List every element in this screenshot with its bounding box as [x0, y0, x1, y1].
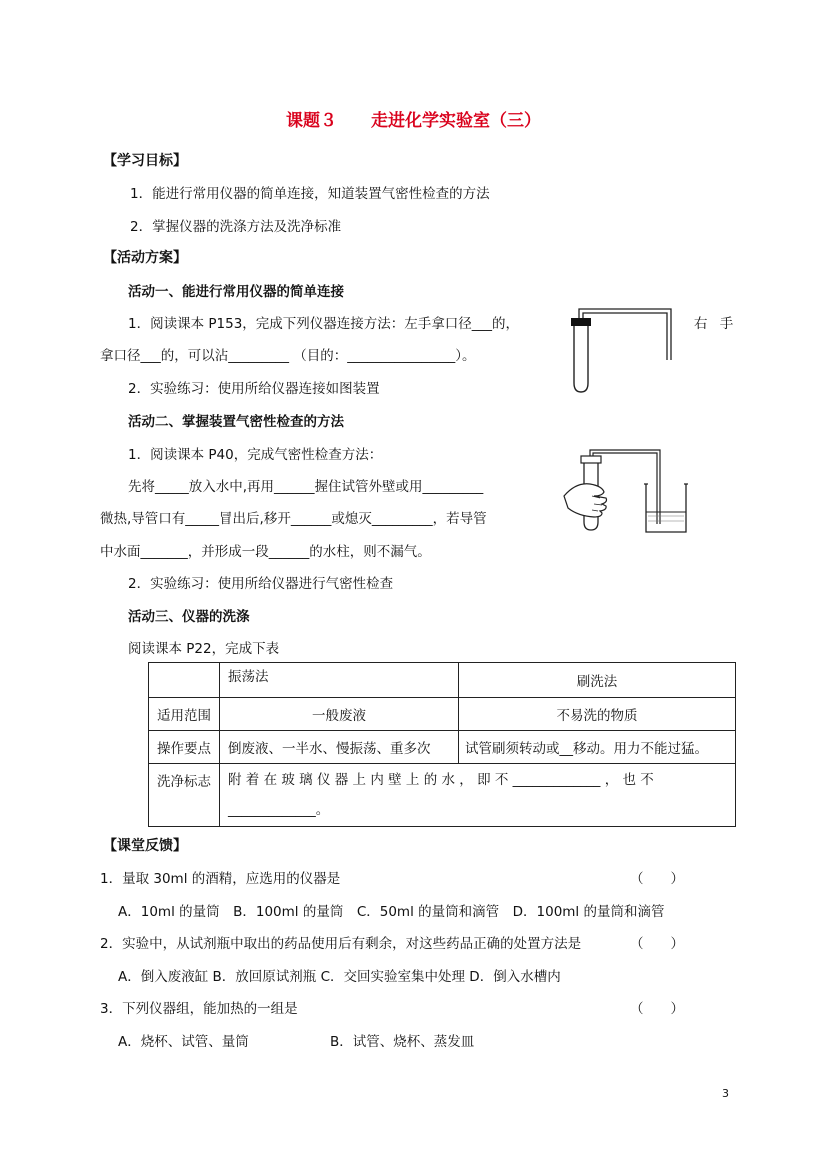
table-row	[149, 731, 736, 764]
activity2-line3: 微热,导管口有_____冒出后,移开______或熄灭_________，若导管	[100, 511, 487, 527]
title-lesson-number: 课题３	[286, 111, 337, 131]
table-row	[149, 698, 736, 731]
question-2-options: A．倒入废液缸 B．放回原试剂瓶 C．交回实验室集中处理 D．倒入水槽内	[118, 969, 561, 985]
test-tube-connection-diagram	[558, 300, 684, 400]
question-2: 2．实验中，从试剂瓶中取出的药品使用后有剩余，对这些药品正确的处置方法是	[100, 936, 582, 952]
question-3-answer-paren: （ ）	[630, 1001, 684, 1017]
title-lesson-name: 走进化学实验室（三）	[371, 111, 541, 131]
goal-item-1: 1．能进行常用仪器的简单连接，知道装置气密性检查的方法	[130, 186, 490, 202]
table-row	[149, 764, 736, 827]
activity1-line1: 1．阅读课本 P153，完成下列仪器连接方法：左手拿口径___的，	[128, 316, 520, 332]
table-cell: 试管刷须转动或__移动。用力不能过猛。	[459, 731, 736, 764]
table-cell: 倒废液、一半水、慢振荡、重多次	[220, 731, 459, 764]
question-3-option-b: B．试管、烧杯、蒸发皿	[330, 1034, 475, 1050]
feedback-heading: 【课堂反馈】	[103, 838, 187, 854]
activity1-line3: 2．实验练习：使用所给仪器连接如图装置	[128, 381, 380, 397]
goals-heading: 【学习目标】	[103, 153, 187, 169]
activity1-line2: 拿口径___的，可以沾_________ （目的：________________）。	[100, 348, 476, 364]
question-2-answer-paren: （ ）	[630, 936, 684, 952]
table-cell: 不易洗的物质	[459, 698, 736, 731]
table-row-label: 操作要点	[149, 731, 220, 764]
page-number: 3	[722, 1087, 729, 1100]
table-cell-clean-standard	[220, 764, 736, 827]
table-row-label: 适用范围	[149, 698, 220, 731]
activity1-line1-right: 右 手	[694, 316, 738, 332]
clean-standard-line1: 附 着 在 玻 璃 仪 器 上 内 壁 上 的 水 ， 即 不 _____________ ， 也 不	[228, 772, 654, 788]
table-row-label: 洗净标志	[149, 764, 220, 827]
activity2-line4: 中水面_______，并形成一段______的水柱，则不漏气。	[100, 544, 431, 560]
plan-heading: 【活动方案】	[103, 250, 187, 266]
washing-methods-table	[148, 662, 736, 827]
activity2-line1: 1．阅读课本 P40，完成气密性检查方法：	[128, 447, 383, 463]
question-3: 3．下列仪器组，能加热的一组是	[100, 1001, 298, 1017]
clean-standard-line2: _____________。	[228, 802, 330, 818]
activity2-line5: 2．实验练习：使用所给仪器进行气密性检查	[128, 576, 394, 592]
question-1-options: A．10ml 的量筒 B．100ml 的量筒 C．50ml 的量筒和滴管 D．100ml 的量筒和滴管	[118, 904, 665, 920]
question-3-option-a: A．烧杯、试管、量筒	[118, 1034, 249, 1050]
airtightness-check-diagram	[562, 446, 696, 538]
activity3-heading: 活动三、仪器的洗涤	[128, 609, 250, 625]
question-1: 1．量取 30ml 的酒精，应选用的仪器是	[100, 871, 341, 887]
page-title	[0, 106, 827, 131]
table-header-brushing: 刷洗法	[459, 663, 736, 698]
goal-item-2: 2．掌握仪器的洗涤方法及洗净标准	[130, 219, 342, 235]
activity1-heading: 活动一、能进行常用仪器的简单连接	[128, 284, 344, 300]
activity3-intro: 阅读课本 P22，完成下表	[128, 641, 280, 657]
table-header-shaking: 振荡法	[220, 663, 459, 698]
question-1-answer-paren: （ ）	[630, 871, 684, 887]
table-header-cell-empty	[149, 663, 220, 698]
table-cell: 一般废液	[220, 698, 459, 731]
activity2-line2: 先将_____放入水中,再用______握住试管外壁或用_________	[128, 479, 484, 495]
activity2-heading: 活动二、掌握装置气密性检查的方法	[128, 414, 344, 430]
table-header-row	[149, 663, 736, 698]
